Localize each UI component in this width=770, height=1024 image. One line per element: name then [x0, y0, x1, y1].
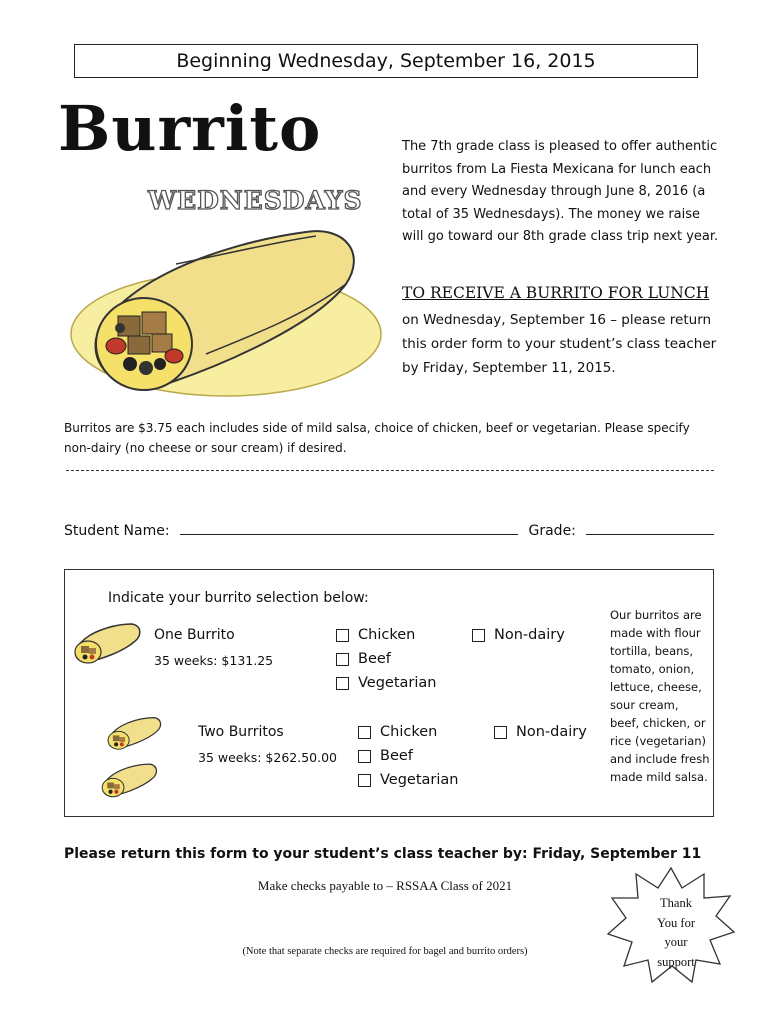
- one-burrito-title: One Burrito: [154, 627, 235, 643]
- checkbox[interactable]: [358, 774, 371, 787]
- checkbox[interactable]: [336, 677, 349, 690]
- checkbox[interactable]: [472, 629, 485, 642]
- checks-payable: Make checks payable to – RSSAA Class of 2021: [257, 878, 513, 893]
- student-name-field[interactable]: [180, 520, 518, 535]
- selection-heading: Indicate your burrito selection below:: [108, 590, 369, 606]
- burrito-icon: [104, 714, 164, 752]
- separate-checks-note: (Note that separate checks are required for bagel and burrito orders): [242, 946, 528, 957]
- one-nondairy-option[interactable]: Non-dairy: [472, 627, 565, 643]
- two-vegetarian-option[interactable]: Vegetarian: [358, 772, 458, 788]
- checkbox[interactable]: [358, 726, 371, 739]
- student-name-label: Student Name:: [64, 523, 170, 539]
- checkbox[interactable]: [336, 629, 349, 642]
- cut-line: [66, 470, 714, 471]
- date-banner: Beginning Wednesday, September 16, 2015: [74, 44, 698, 78]
- one-vegetarian-option[interactable]: Vegetarian: [336, 675, 436, 691]
- two-beef-option[interactable]: Beef: [358, 748, 413, 764]
- receive-heading: TO RECEIVE A BURRITO FOR LUNCH: [402, 284, 710, 302]
- burrito-illustration: [56, 224, 386, 404]
- burrito-icon: [70, 620, 144, 666]
- two-chicken-option[interactable]: Chicken: [358, 724, 437, 740]
- intro-paragraph: The 7th grade class is pleased to offer authentic burritos from La Fiesta Mexicana for lunch each and every Wednesday through June 8, 2016 (a total of 35 Wednesdays). The money we raise will go toward our 8th grade class trip next year.: [402, 139, 719, 244]
- student-row: [64, 520, 714, 539]
- two-burritos-title: Two Burritos: [198, 724, 284, 740]
- pricing-paragraph: Burritos are $3.75 each includes side of mild salsa, choice of chicken, beef or vegetarian. Please specify non-dairy (no cheese or sour cream) if desired.: [64, 421, 690, 455]
- one-beef-option[interactable]: Beef: [336, 651, 391, 667]
- checkbox[interactable]: [494, 726, 507, 739]
- checkbox[interactable]: [336, 653, 349, 666]
- ingredients-note: Our burritos are made with flour tortilla, beans, tomato, onion, lettuce, cheese, sour cream, beef, chicken, or rice (vegetarian) and include fresh made mild salsa.: [610, 608, 710, 784]
- checkbox[interactable]: [358, 750, 371, 763]
- grade-label: Grade:: [528, 523, 576, 539]
- logo-title: Burrito: [58, 92, 322, 165]
- thank-you-message: Thank You for your support: [657, 896, 695, 969]
- receive-instructions: on Wednesday, September 16 – please return this order form to your student’s class teacher by Friday, September 11, 2015.: [402, 312, 717, 376]
- two-burritos-price: 35 weeks: $262.50.00: [198, 750, 337, 765]
- one-burrito-price: 35 weeks: $131.25: [154, 653, 274, 668]
- grade-field[interactable]: [586, 520, 714, 535]
- one-chicken-option[interactable]: Chicken: [336, 627, 415, 643]
- return-deadline: Please return this form to your student’s class teacher by: Friday, September 11: [64, 846, 702, 862]
- burrito-icon: [98, 760, 160, 800]
- two-nondairy-option[interactable]: Non-dairy: [494, 724, 587, 740]
- logo-subtitle: WEDNESDAYS: [148, 186, 363, 215]
